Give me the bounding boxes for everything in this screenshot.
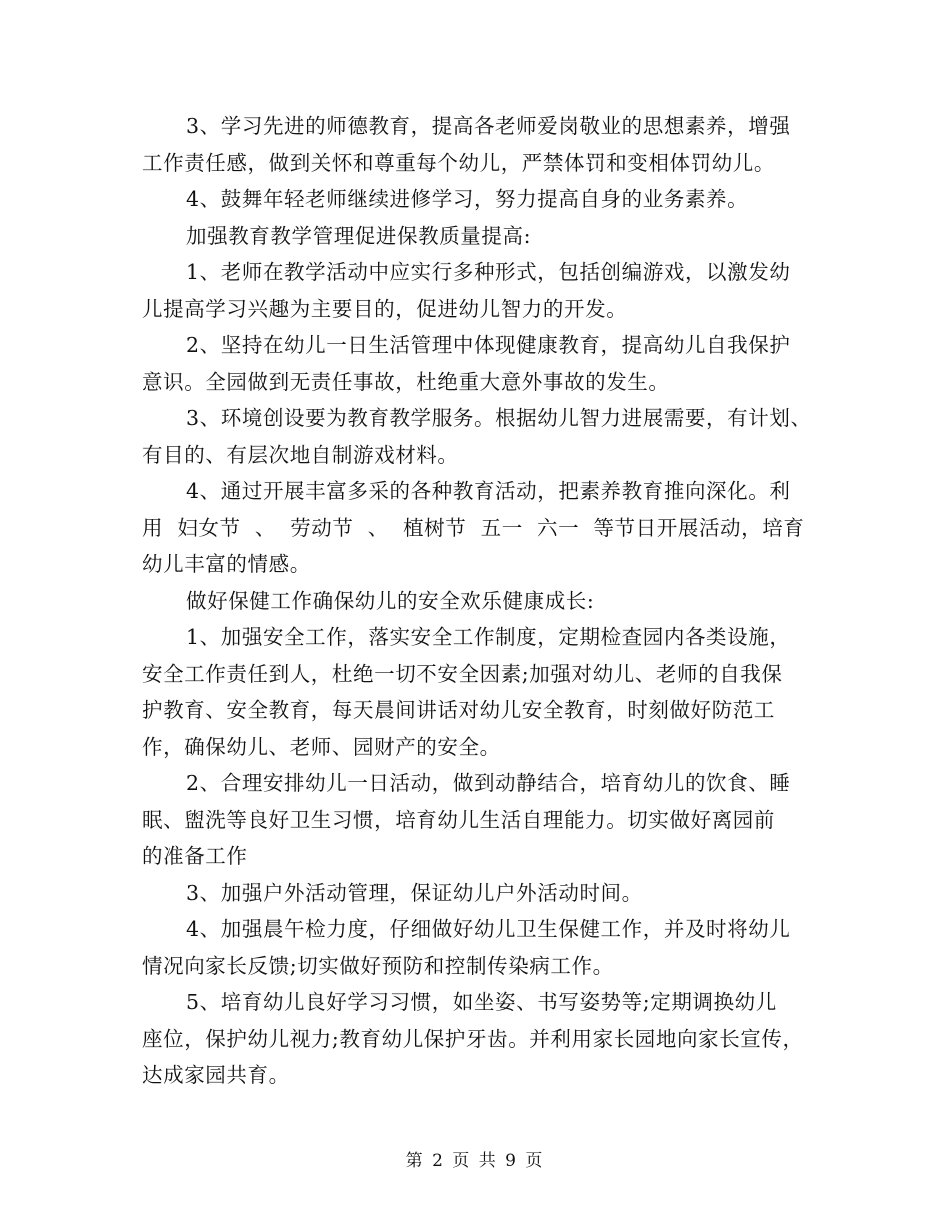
paragraph-line: 意识。全园做到无责任事故，杜绝重大意外事故的发生。 [142,369,670,394]
paragraph-line: 4、加强晨午检力度，仔细做好幼儿卫生保健工作，并及时将幼儿 [186,917,791,941]
paragraph-line: 眠、盥洗等良好卫生习惯，培育幼儿生活自理能力。切实做好离园前 [142,807,775,832]
paragraph-line: 1、老师在教学活动中应实行多种形式，包括创编游戏，以激发幼 [186,260,791,284]
paragraph-line: 安全工作责任到人，杜绝一切不安全因素;加强对幼儿、老师的自我保 [142,661,783,686]
paragraph-line: 5、培育幼儿良好学习习惯，如坐姿、书写姿势等;定期调换幼儿 [186,990,777,1014]
paragraph-line: 4、通过开展丰富多采的各种教育活动，把素养教育推向深化。利 [186,479,791,503]
paragraph-line: 幼儿丰富的情感。 [142,552,311,576]
paragraph-line: 工作责任感，做到关怀和尊重每个幼儿，严禁体罚和变相体罚幼儿。 [142,150,775,175]
paragraph-line: 的准备工作 [142,844,248,868]
paragraph-line: 2、坚持在幼儿一日生活管理中体现健康教育，提高幼儿自我保护 [186,333,791,357]
section-heading: 加强教育教学管理促进保教质量提高: [186,223,532,248]
paragraph-line: 作，确保幼儿、老师、园财产的安全。 [142,734,501,759]
paragraph-line: 2、合理安排幼儿一日活动，做到动静结合，培育幼儿的饮食、睡 [186,771,791,795]
paragraph-line: 情况向家长反馈;切实做好预防和控制传染病工作。 [142,953,614,978]
section-heading: 做好保健工作确保幼儿的安全欢乐健康成长: [186,588,595,613]
paragraph-line: 3、学习先进的师德教育，提高各老师爱岗敬业的思想素养，增强 [186,114,791,138]
paragraph-line: 护教育、安全教育，每天晨间讲话对幼儿安全教育，时刻做好防范工 [142,698,775,722]
document-body [142,108,822,1094]
paragraph-line: 1、加强安全工作，落实安全工作制度，定期检查园内各类设施， [186,625,791,649]
paragraph-line: 3、环境创设要为教育教学服务。根据幼儿智力进展需要，有计划、 [186,406,812,430]
paragraph-line: 达成家园共育。 [142,1063,290,1087]
paragraph-line: 用 妇女节 、 劳动节 、 植树节 五一 六一 等节日开展活动，培育 [142,515,805,540]
paragraph-line: 儿提高学习兴趣为主要目的，促进幼儿智力的开发。 [142,296,628,321]
paragraph-line: 3、加强户外活动管理，保证幼儿户外活动时间。 [186,880,643,905]
paragraph-line: 4、鼓舞年轻老师继续进修学习，努力提高自身的业务素养。 [186,187,749,211]
paragraph-line: 座位，保护幼儿视力;教育幼儿保护牙齿。并利用家长园地向家长宣传， [142,1026,804,1051]
page-number-footer: 第 2 页 共 9 页 [405,1151,545,1171]
paragraph-line: 有目的、有层次地自制游戏材料。 [142,442,459,467]
